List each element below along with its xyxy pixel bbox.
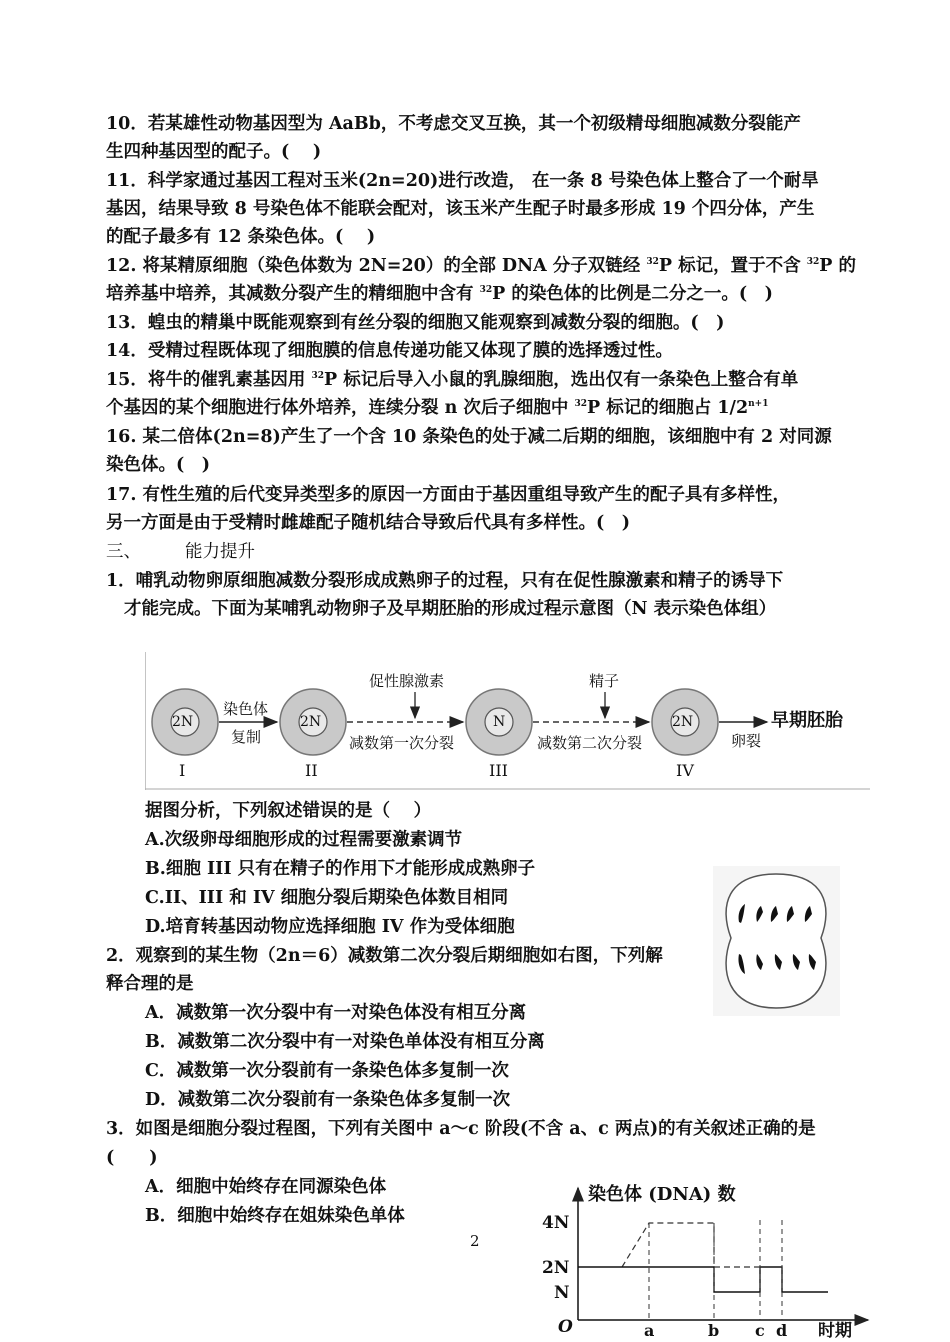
meiosis1-label: 减数第一次分裂 xyxy=(349,734,455,752)
p1-option-b: B.细胞 III 只有在精子的作用下才能形成成熟卵子 xyxy=(145,859,536,879)
q17-line1: 17. 有性生殖的后代变异类型多的原因一方面由于基因重组导致产生的配子具有多样性， xyxy=(106,485,791,505)
cell-III-label: III xyxy=(489,761,508,780)
oocyte-process-figure xyxy=(145,652,870,790)
q17-line2: 另一方面是由于受精时雌雄配子随机结合导致后代具有多样性。( ) xyxy=(106,513,631,533)
xtick-d: d xyxy=(776,1321,788,1340)
p2-option-c: C．减数第一次分裂前有一条染色体多复制一次 xyxy=(145,1061,509,1081)
q10-line1: 10．若某雄性动物基因型为 AaBb，不考虑交叉互换，其一个初级精母细胞减数分裂能产 xyxy=(106,114,801,134)
p1-option-c: C.II、III 和 IV 细胞分裂后期染色体数目相同 xyxy=(145,888,509,908)
cell-I-label: I xyxy=(179,761,186,780)
section-title: 能力提升 xyxy=(185,542,255,562)
cell-IV-ploidy: 2N xyxy=(672,714,694,730)
cell-IV-label: IV xyxy=(676,761,694,780)
anaphase-cell-svg xyxy=(713,866,840,1016)
replication-bottom-label: 复制 xyxy=(231,728,262,746)
cell-I-ploidy: 2N xyxy=(172,714,194,730)
p2-line2: 释合理的是 xyxy=(106,974,194,994)
section-heading xyxy=(106,541,255,563)
q13: 13．蝗虫的精巢中既能观察到有丝分裂的细胞又能观察到减数分裂的细胞。( ) xyxy=(106,313,725,333)
q16-line1: 16. 某二倍体(2n=8)产生了一个含 10 条染色的处于减二后期的细胞，该细胞中有 2 对同源 xyxy=(106,427,832,447)
p3-line2: ( ) xyxy=(106,1148,158,1168)
anaphase-cell-figure xyxy=(713,866,840,1016)
ytick-n: N xyxy=(554,1283,570,1303)
q15-line2: 个基因的某个细胞进行体外培养，连续分裂 n 次后子细胞中 $^{32}$P 标记的细胞占 $1/2^{n+1}$ xyxy=(106,398,769,418)
early-embryo-label: 早期胚胎 xyxy=(771,710,843,731)
cell-II-ploidy: 2N xyxy=(300,714,322,730)
q11-line3: 的配子最多有 12 条染色体。( ) xyxy=(106,227,376,247)
graph-xlabel: 时期 xyxy=(818,1321,852,1341)
p1-line1: 1．哺乳动物卵原细胞减数分裂形成成熟卵子的过程，只有在促性腺激素和精子的诱导下 xyxy=(106,571,784,591)
p3-option-a: A．细胞中始终存在同源染色体 xyxy=(145,1177,387,1197)
graph-ylabel: 染色体 (DNA) 数 xyxy=(588,1184,736,1205)
replication-top-label: 染色体 xyxy=(223,700,269,718)
q10-line2: 生四种基因型的配子。( ) xyxy=(106,142,322,162)
q15-line1: 15．将牛的催乳素基因用 $^{32}$P 标记后导入小鼠的乳腺细胞，选出仅有一条染色上整合有单 xyxy=(106,370,799,390)
p1-option-d: D.培育转基因动物应选择细胞 IV 作为受体细胞 xyxy=(145,917,515,937)
p1-stem: 据图分析，下列叙述错误的是（ ） xyxy=(145,801,432,821)
q12-line2: 培养基中培养，其减数分裂产生的精细胞中含有 $^{32}$P 的染色体的比例是二分之一。( ) xyxy=(106,284,773,304)
graph-origin: O xyxy=(558,1317,573,1337)
p3-option-b: B．细胞中始终存在姐妹染色单体 xyxy=(145,1206,405,1226)
p3-line1: 3．如图是细胞分裂过程图，下列有关图中 a～c 阶段(不含 a、c 两点)的有关叙述正确的是 xyxy=(106,1119,816,1139)
page-number: 2 xyxy=(470,1232,480,1250)
p2-line1: 2．观察到的某生物（2n＝6）减数第二次分裂后期细胞如右图，下列解 xyxy=(106,946,663,966)
p2-option-d: D．减数第二次分裂前有一条染色体多复制一次 xyxy=(145,1090,511,1110)
ytick-4n: 4N xyxy=(542,1213,570,1233)
meiosis2-label: 减数第二次分裂 xyxy=(537,734,643,752)
dna-count-graph xyxy=(536,1180,876,1342)
dashed-rise xyxy=(622,1223,714,1267)
q16-line2: 染色体。( ) xyxy=(106,455,211,475)
q11-line2: 基因，结果导致 8 号染色体不能联会配对，该玉米产生配子时最多形成 19 个四分体，产生 xyxy=(106,199,815,219)
cell-III-ploidy: N xyxy=(493,714,506,730)
section-number: 三、 xyxy=(106,542,141,562)
xtick-c: c xyxy=(755,1321,765,1340)
cleavage-label: 卵裂 xyxy=(731,732,762,750)
q14: 14．受精过程既体现了细胞膜的信息传递功能又体现了膜的选择透过性。 xyxy=(106,341,673,361)
p1-line2: 才能完成。下面为某哺乳动物卵子及早期胚胎的形成过程示意图（N 表示染色体组） xyxy=(124,599,777,619)
ytick-2n: 2N xyxy=(542,1258,570,1278)
p2-option-b: B．减数第二次分裂中有一对染色单体没有相互分离 xyxy=(145,1032,545,1052)
xtick-b: b xyxy=(708,1321,720,1340)
q12-line1: 12. 将某精原细胞（染色体数为 2N=20）的全部 DNA 分子双链经 $^{32}$P 标记，置于不含 $^{32}$P 的 xyxy=(106,256,857,276)
cell-II-label: II xyxy=(305,761,318,780)
q11-line1: 11．科学家通过基因工程对玉米(2n=20)进行改造， 在一条 8 号染色体上整合了一个耐旱 xyxy=(106,171,819,191)
solid-chromosome-curve xyxy=(622,1267,828,1292)
sperm-label: 精子 xyxy=(589,672,620,690)
xtick-a: a xyxy=(644,1321,655,1340)
p1-option-a: A.次级卵母细胞形成的过程需要激素调节 xyxy=(145,830,463,850)
hormone-label: 促性腺激素 xyxy=(369,672,445,690)
p2-option-a: A．减数第一次分裂中有一对染色体没有相互分离 xyxy=(145,1003,527,1023)
